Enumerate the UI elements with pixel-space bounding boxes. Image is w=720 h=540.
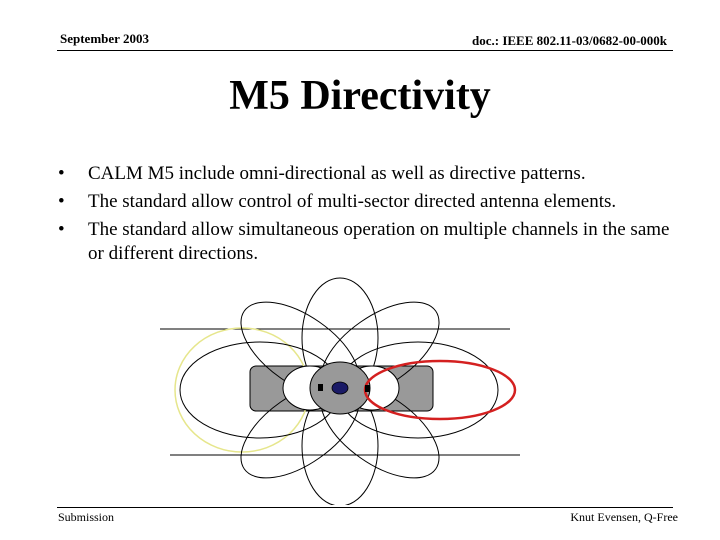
bullet-dot-icon: • [58, 191, 65, 212]
header-doc-id: doc.: IEEE 802.11-03/0682-00-000k [471, 33, 667, 48]
footer-submission: Submission [58, 510, 115, 524]
bullet-text: The standard allow simultaneous operation on multiple channels in the same or different directions. [88, 219, 670, 264]
bullet-dot-icon: • [58, 219, 65, 240]
slide-title: M5 Directivity [229, 73, 491, 119]
edge-marker-left [318, 384, 323, 391]
bullet-list [58, 162, 678, 270]
bullet-item [58, 218, 678, 266]
header-divider [57, 50, 673, 51]
antenna-center-icon [332, 382, 348, 394]
bullet-item [58, 190, 678, 214]
bullet-item [58, 162, 678, 186]
bullet-text: CALM M5 include omni-directional as well as directive patterns. [88, 163, 586, 184]
bullet-dot-icon: • [58, 163, 65, 184]
footer-divider [57, 507, 673, 508]
bullet-text: The standard allow control of multi-sector directed antenna elements. [88, 191, 617, 212]
footer-author: Knut Evensen, Q-Free [570, 510, 678, 524]
antenna-pattern-diagram [150, 270, 590, 505]
edge-marker-right [365, 385, 370, 392]
header-date: September 2003 [60, 31, 149, 46]
